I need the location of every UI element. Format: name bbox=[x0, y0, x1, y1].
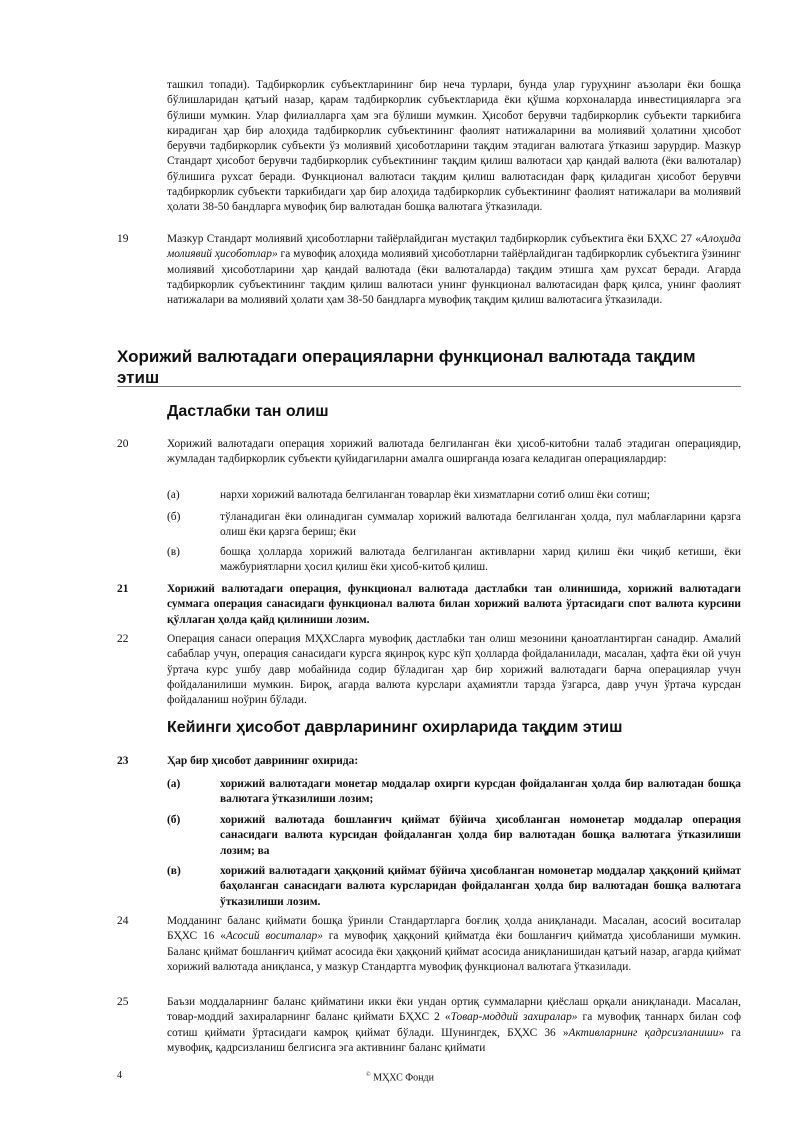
list-item: тўланадиган ёки олинадиган суммалар хорижий валютада белгиланган ҳолда, пул маблағларини қарзга олиш ёки қарзга бериш; ёки bbox=[220, 511, 741, 539]
paragraph-number: 22 bbox=[117, 633, 129, 645]
section-heading: Хорижий валютадаги операцияларни функционал валютада тақдим этиш bbox=[117, 347, 696, 387]
standard-title: Товар-моддий захиралар» bbox=[450, 1011, 578, 1024]
paragraph-19 bbox=[167, 232, 741, 308]
standard-title: Асосий воситалар» bbox=[225, 930, 323, 943]
paragraph-number: 20 bbox=[117, 438, 129, 450]
standard-title: Активларнинг қадрсизланиши» bbox=[568, 1026, 725, 1039]
copyright-symbol: © bbox=[366, 1072, 371, 1078]
paragraph-22: Операция санаси операция МҲХСларга мувофиқ дастлабки тан олиш мезонини қаноатлантирган санадир. Амалий сабаблар учун, операция санасидаги курсга яқинроқ курс кўп ҳолларда фойдаланилади, масалан, ҳафта ёки ой учун ўртача курс ушбу давр мобайнида содир бўладиган ҳар бир хорижий валютадаги барча операциялар учун фойдаланилиши мумкин. Бироқ, агарда валюта курслари аҳамиятли тарзда ўзгарса, давр учун ўртача курсдан фойдаланиш ноўрин бўлади. bbox=[167, 633, 741, 707]
list-item-label: (в) bbox=[167, 546, 180, 558]
list-item-label: (в) bbox=[167, 865, 181, 877]
paragraph-text: га мувофиқ таннарх билан соф сотиш қиймати ўртасидаги камроқ қиймат бўлади. Шунингдек, БҲХС 36 » bbox=[167, 1011, 742, 1039]
list-item-label: (а) bbox=[167, 778, 181, 790]
list-item: хорижий валютадаги ҳаққоний қиймат бўйича ҳисобланган номонетар моддалар ҳаққоний қиймат баҳоланган санасидаги валюта курсларидан фойдаланган ҳолда бир валютадан бошқа валютага ўтказилиши лозим. bbox=[220, 865, 741, 908]
section-divider bbox=[117, 386, 741, 387]
paragraph-text: га мувофиқ, қадрсизланиш белгисига эга активнинг баланс қиймати bbox=[167, 1026, 741, 1054]
paragraph-number: 25 bbox=[117, 996, 129, 1008]
paragraph-text: га мувофиқ алоҳида молиявий ҳисоботларни тайёрлайдиган тадбиркорлик субъектига ўзининг молиявий ҳисоботларини ҳар қандай валютада (ёки валюталарда) тақдим этишга ҳам рухсат беради. Агарда тадбиркорлик субъектининг тақдим қилиш валютаси унинг функционал валютасидан фарқ қилса, унинг фаолият натижалари ва молиявий ҳолати ҳам 38-50 бандларга мувофиқ тақдим қилиш валютасига ўтказилади. bbox=[167, 248, 741, 307]
list-item-label: (б) bbox=[167, 511, 181, 523]
list-item: хорижий валютадаги монетар моддалар охирги курсдан фойдаланган ҳолда бир валютадан бошқа валютага ўтказилиши лозим; bbox=[220, 778, 741, 806]
paragraph-25 bbox=[167, 995, 741, 1056]
list-item-label: (б) bbox=[167, 814, 181, 826]
paragraph-20: Хорижий валютадаги операция хорижий валютада белгиланган ёки ҳисоб-китобни талаб этадиган операциядир, жумладан тадбиркорлик субъекти қуйидагиларни амалга оширганда юзага келадиган операциялардир: bbox=[167, 438, 741, 466]
paragraph-18-continuation: ташкил топади). Тадбиркорлик субъектларининг бир неча турлари, бунда улар гуруҳнинг аъзолари ёки бошқа бўлишларидан қатъий назар, қарам тадбиркорлик субъектларида ёки қўшма корхоналарда инвестицияларга эга бўлиши мумкин. Улар филиалларга ҳам эга бўлиши мумкин. Ҳисобот берувчи тадбиркорлик субъекти таркибига кирадиган ҳар бир алоҳида тадбиркорлик субъектининг фаолият натижаларини ва молиявий ҳолатини ҳисобот берувчи тадбиркорлик субъекти ўз молиявий ҳисоботларини тақдим этадиган валютага ўтказиш зарурдир. Мазкур Стандарт ҳисобот берувчи тадбиркорлик субъектининг тақдим қилиш валютаси ҳар қандай валюта (ёки валюталар) бўлишига рухсат беради. Функционал валютаси тақдим қилиш валютасидан фарқ қиладиган ҳисобот берувчи тадбиркорлик субъекти таркибидаги ҳар бир алоҳида тадбиркорлик субъектининг фаолият натижалари ва молиявий ҳолати 38-50 бандларга мувофиқ бир валютадан бошқа валютага ўтказилади. bbox=[167, 79, 741, 214]
subsection-heading-subsequent-periods: Кейинги ҳисобот даврларининг охирларида тақдим этиш bbox=[167, 719, 623, 736]
paragraph-number: 23 bbox=[117, 755, 129, 767]
paragraph-number: 19 bbox=[117, 233, 129, 245]
list-item: бошқа ҳолларда хорижий валютада белгиланган активларни харид қилиш ёки чиқиб кетиши, ёки мажбуриятларни ҳосил қилиш ёки ҳисоб-китоб қилиш. bbox=[220, 546, 741, 574]
paragraph-21: Хорижий валютадаги операция, функционал валютада дастлабки тан олинишида, хорижий валютадаги суммага операция санасидаги функционал валюта билан хорижий валюта ўртасидаги спот валюта курсини қўллаган ҳолда қайд қилиниши лозим. bbox=[167, 583, 741, 626]
list-item-label: (а) bbox=[167, 489, 180, 501]
paragraph-text: га мувофиқ ҳаққоний қийматда ёки бошланғич қийматда ҳисобланиши мумкин. Баланс қиймат бошланғич қиймат асосида ёки ҳаққоний қиймат асосида аниқланишидан қатъий назар, агарда қиймат хорижий валютада аниқланса, у мазкур Стандартга мувофиқ функционал валютага ўтказилади. bbox=[167, 930, 741, 973]
list-item: хорижий валютада бошланғич қиймат бўйича ҳисобланган номонетар моддалар операция санасидаги валюта курсидан фойдаланган ҳолда бир валютадан бошқа валютага ўтказилиши лозим; ва bbox=[220, 814, 741, 857]
subsection-heading-initial-recognition: Дастлабки тан олиш bbox=[167, 403, 329, 420]
standard-title: Алоҳида молиявий ҳисоботлар» bbox=[167, 233, 741, 261]
paragraph-number: 21 bbox=[117, 583, 129, 595]
page-number: 4 bbox=[117, 1070, 122, 1081]
paragraph-text: Баъзи моддаларнинг баланс қийматини икки ёки ундан ортиқ суммаларни қиёслаш орқали аниқланади. Масалан, товар-моддий захираларнинг баланс қиймати БҲХС 2 « bbox=[167, 996, 741, 1024]
footer-copyright bbox=[0, 1068, 800, 1086]
copyright-text: МҲХС Фонди bbox=[370, 1072, 434, 1084]
paragraph-23: Ҳар бир ҳисобот даврининг охирида: bbox=[167, 755, 359, 767]
list-item: нархи хорижий валютада белгиланган товарлар ёки хизматларни сотиб олиш ёки сотиш; bbox=[220, 489, 650, 501]
paragraph-24 bbox=[167, 914, 741, 975]
paragraph-number: 24 bbox=[117, 915, 129, 927]
paragraph-text: Модданинг баланс қиймати бошқа ўринли Стандартларга боғлиқ ҳолда аниқланади. Масалан, асосий воситалар БҲХС 16 « bbox=[167, 915, 741, 943]
paragraph-text: Мазкур Стандарт молиявий ҳисоботларни тайёрлайдиган мустақил тадбиркорлик субъектига ёки БҲХС 27 « bbox=[167, 233, 702, 245]
